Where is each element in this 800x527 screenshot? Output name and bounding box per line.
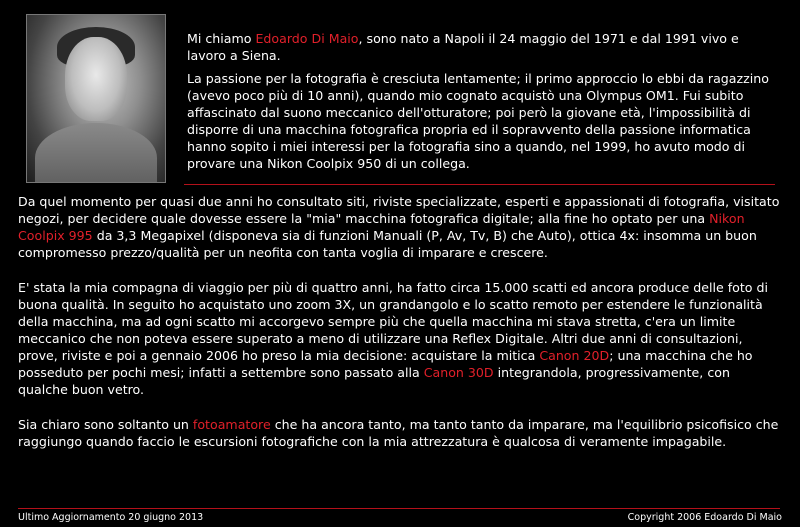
intro-text: Mi chiamo [187,31,256,46]
story-text: ; una macchina che ho posseduto per pochi mesi; infatti a settembre sono passato alla [18,348,753,380]
intro-section [187,30,777,178]
canon-20d-link[interactable]: Canon 20D [539,348,610,363]
nikon-coolpix-link[interactable]: Nikon Coolpix 995 [18,211,745,243]
footer-divider [18,508,780,509]
copyright: Copyright 2006 Edoardo Di Maio [627,512,782,523]
story-text: Da quel momento per quasi due anni ho consultato siti, riviste specializzate, esperti e appassionati di fotografia, visitato negozi, per decidere quale dovesse essere la "mia" macchina fotografica digitale; alla fine ho optato per una [18,194,780,226]
story-paragraph-3 [18,416,780,450]
last-updated: Ultimo Aggiornamento 20 giugno 2013 [18,512,204,523]
section-divider [184,184,775,185]
story-text: E' stata la mia compagna di viaggio per più di quattro anni, ha fatto circa 15.000 scatti ed ancora produce delle foto di buona qualità. In seguito ho acquistato uno zoom 3X, un grandangolo e lo scatto remoto per estendere le funzionalità della macchina, ma ad ogni scatto mi accorgevo sempre più che quella macchina mi stava stretta, c'era un limite meccanico che non poteva essere superato a meno di utilizzare una Reflex Digitale. Altri due anni di consultazioni, prove, riviste e poi a gennaio 2006 ho preso la mia decisione: acquistare la mitica [18,280,768,363]
story-section [18,193,780,468]
story-paragraph-2 [18,279,780,398]
story-text: Sia chiaro sono soltanto un [18,417,193,432]
photo-shoulders [35,123,157,183]
photo-face [65,37,127,121]
profile-photo [26,14,166,183]
fotoamatore-link[interactable]: fotoamatore [192,417,271,432]
intro-text: , sono nato a Napoli il 24 maggio del 1971 e dal 1991 vivo e lavoro a Siena. [187,31,739,63]
story-text: integrandola, progressivamente, con qualche buon vetro. [18,365,730,397]
story-text: da 3,3 Megapixel (disponeva sia di funzioni Manuali (P, Av, Tv, B) che Auto), ottica 4x: insomma un buon compromesso prezzo/qualità per un neofita con tanta voglia di imparare e crescere. [18,228,757,260]
author-name: Edoardo Di Maio [255,31,359,46]
canon-30d-link[interactable]: Canon 30D [423,365,494,380]
story-text: che ha ancora tanto, ma tanto tanto da imparare, ma l'equilibrio psicofisico che raggiungo quando faccio le escursioni fotografiche con la mia attrezzatura è qualcosa di veramente impagabile. [18,417,779,449]
intro-paragraph-2: La passione per la fotografia è cresciuta lentamente; il primo approccio lo ebbi da ragazzino (avevo poco più di 10 anni), quando mio cognato acquistò una Olympus OM1. Fui subito affascinato dal suono meccanico dell'otturatore; poi però la giovane età, l'impossibilità di disporre di una macchina fotografica propria ed il sopravvento della passione informatica hanno sopito i miei interessi per la fotografia sino a quando, nel 1999, ho avuto modo di provare una Nikon Coolpix 950 di un collega. [187,71,769,171]
story-paragraph-1 [18,193,780,261]
intro-paragraph-1 [187,30,777,64]
